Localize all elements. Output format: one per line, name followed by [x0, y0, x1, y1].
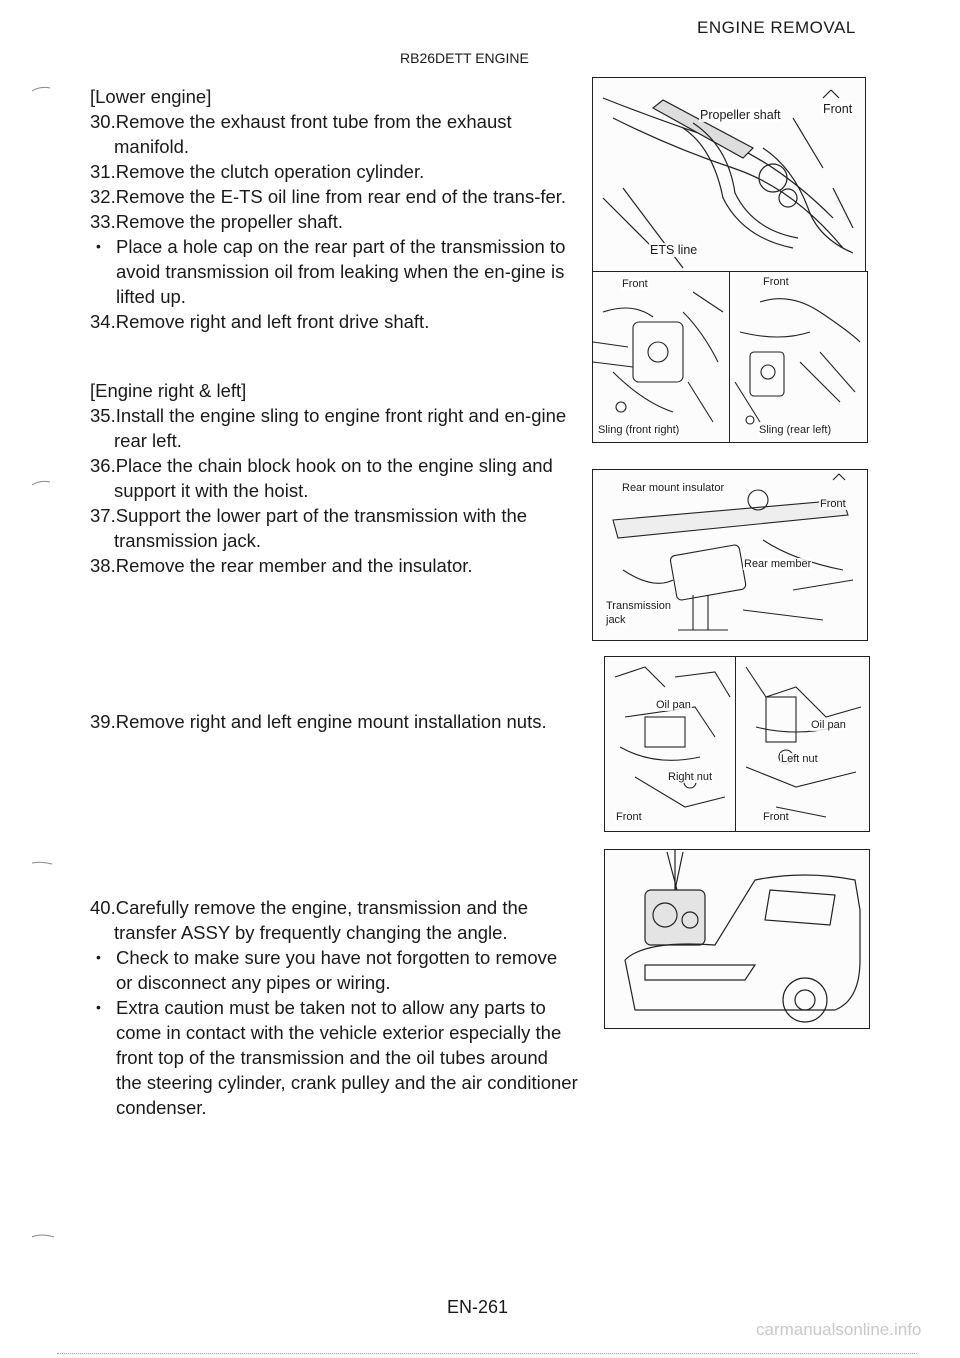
margin-mark — [30, 480, 60, 486]
rear-member-drawing — [593, 470, 867, 640]
front-label: Front — [763, 811, 789, 823]
step-39: 39.Remove right and left engine mount installation nuts. — [90, 711, 547, 732]
left-nut-label: Left nut — [781, 753, 818, 765]
step-35: 35.Install the engine sling to engine front right and en-gine rear left. — [90, 405, 567, 451]
margin-mark — [30, 860, 60, 866]
ets-line-label: ETS line — [650, 243, 698, 257]
step-31: 31.Remove the clutch operation cylinder. — [90, 161, 425, 182]
section-heading: [Lower engine] — [90, 86, 212, 107]
front-label: Front — [763, 276, 789, 288]
lower-engine-section — [90, 84, 578, 334]
front-label: Front — [823, 102, 853, 116]
mount-nuts-figure — [604, 656, 870, 832]
rear-mount-insulator-label: Rear mount insulator — [622, 482, 725, 494]
sling-rear-left-panel — [730, 272, 867, 442]
engine-removal-figure — [604, 849, 870, 1029]
step-40-note: • Extra caution must be taken not to allow any parts to come in contact with the vehicle exterior especially the front top of the transmission and the oil tubes around the steering cylinder, crank pulley and the air conditioner condenser. — [90, 995, 578, 1120]
margin-mark — [30, 1233, 60, 1239]
step-36: 36.Place the chain block hook on to the engine sling and support it with the hoist. — [90, 455, 553, 501]
sling-rear-left-drawing — [730, 272, 867, 442]
step-33-note: • Place a hole cap on the rear part of the transmission to avoid transmission oil from leaking when the en-gine is lifted up. — [90, 234, 578, 309]
transmission-jack-label: jack — [606, 614, 626, 626]
step-37: 37.Support the lower part of the transmission with the transmission jack. — [90, 505, 528, 551]
step-40-block — [90, 895, 578, 1120]
front-label: Front — [622, 278, 648, 290]
rear-member-label: Rear member — [744, 558, 812, 570]
section-title: ENGINE REMOVAL — [697, 18, 856, 37]
step-39-block — [90, 709, 578, 734]
sling-rear-left-label: Sling (rear left) — [759, 424, 832, 436]
sling-figure — [592, 271, 868, 443]
step-30: 30.Remove the exhaust front tube from the exhaust manifold. — [90, 111, 512, 157]
transmission-jack-label: Transmission — [606, 600, 671, 612]
bottom-rule — [57, 1353, 917, 1354]
page-number: EN-261 — [447, 1297, 509, 1317]
right-nut-drawing — [605, 657, 735, 831]
engine-title: RB26DETT ENGINE — [400, 50, 529, 66]
step-32: 32.Remove the E-TS oil line from rear end of the trans-fer. — [90, 186, 567, 207]
sling-front-right-panel — [593, 272, 730, 442]
step-40: 40.Carefully remove the engine, transmission and the transfer ASSY by frequently changing the angle. — [90, 897, 529, 943]
oil-pan-label: Oil pan — [811, 719, 846, 731]
step-33: 33.Remove the propeller shaft. — [90, 211, 343, 232]
watermark: carmanualsonline.info — [756, 1320, 922, 1339]
margin-mark — [30, 86, 60, 92]
sling-front-right-drawing — [593, 272, 729, 442]
section-heading: [Engine right & left] — [90, 380, 247, 401]
front-label: Front — [820, 498, 846, 510]
right-nut-panel — [605, 657, 736, 831]
propeller-shaft-label: Propeller shaft — [700, 108, 781, 122]
sling-front-right-label: Sling (front right) — [598, 424, 680, 436]
engine-removal-drawing — [605, 850, 869, 1028]
step-40-note: • Check to make sure you have not forgotten to remove or disconnect any pipes or wiring. — [90, 945, 578, 995]
propeller-shaft-figure — [592, 77, 866, 279]
left-nut-panel — [736, 657, 869, 831]
step-38: 38.Remove the rear member and the insulator. — [90, 555, 473, 576]
rear-member-figure — [592, 469, 868, 641]
right-nut-label: Right nut — [668, 771, 713, 783]
left-nut-drawing — [736, 657, 869, 831]
engine-right-left-section — [90, 378, 578, 578]
step-34: 34.Remove right and left front drive shaft. — [90, 311, 430, 332]
oil-pan-label: Oil pan — [656, 699, 691, 711]
front-label: Front — [616, 811, 642, 823]
